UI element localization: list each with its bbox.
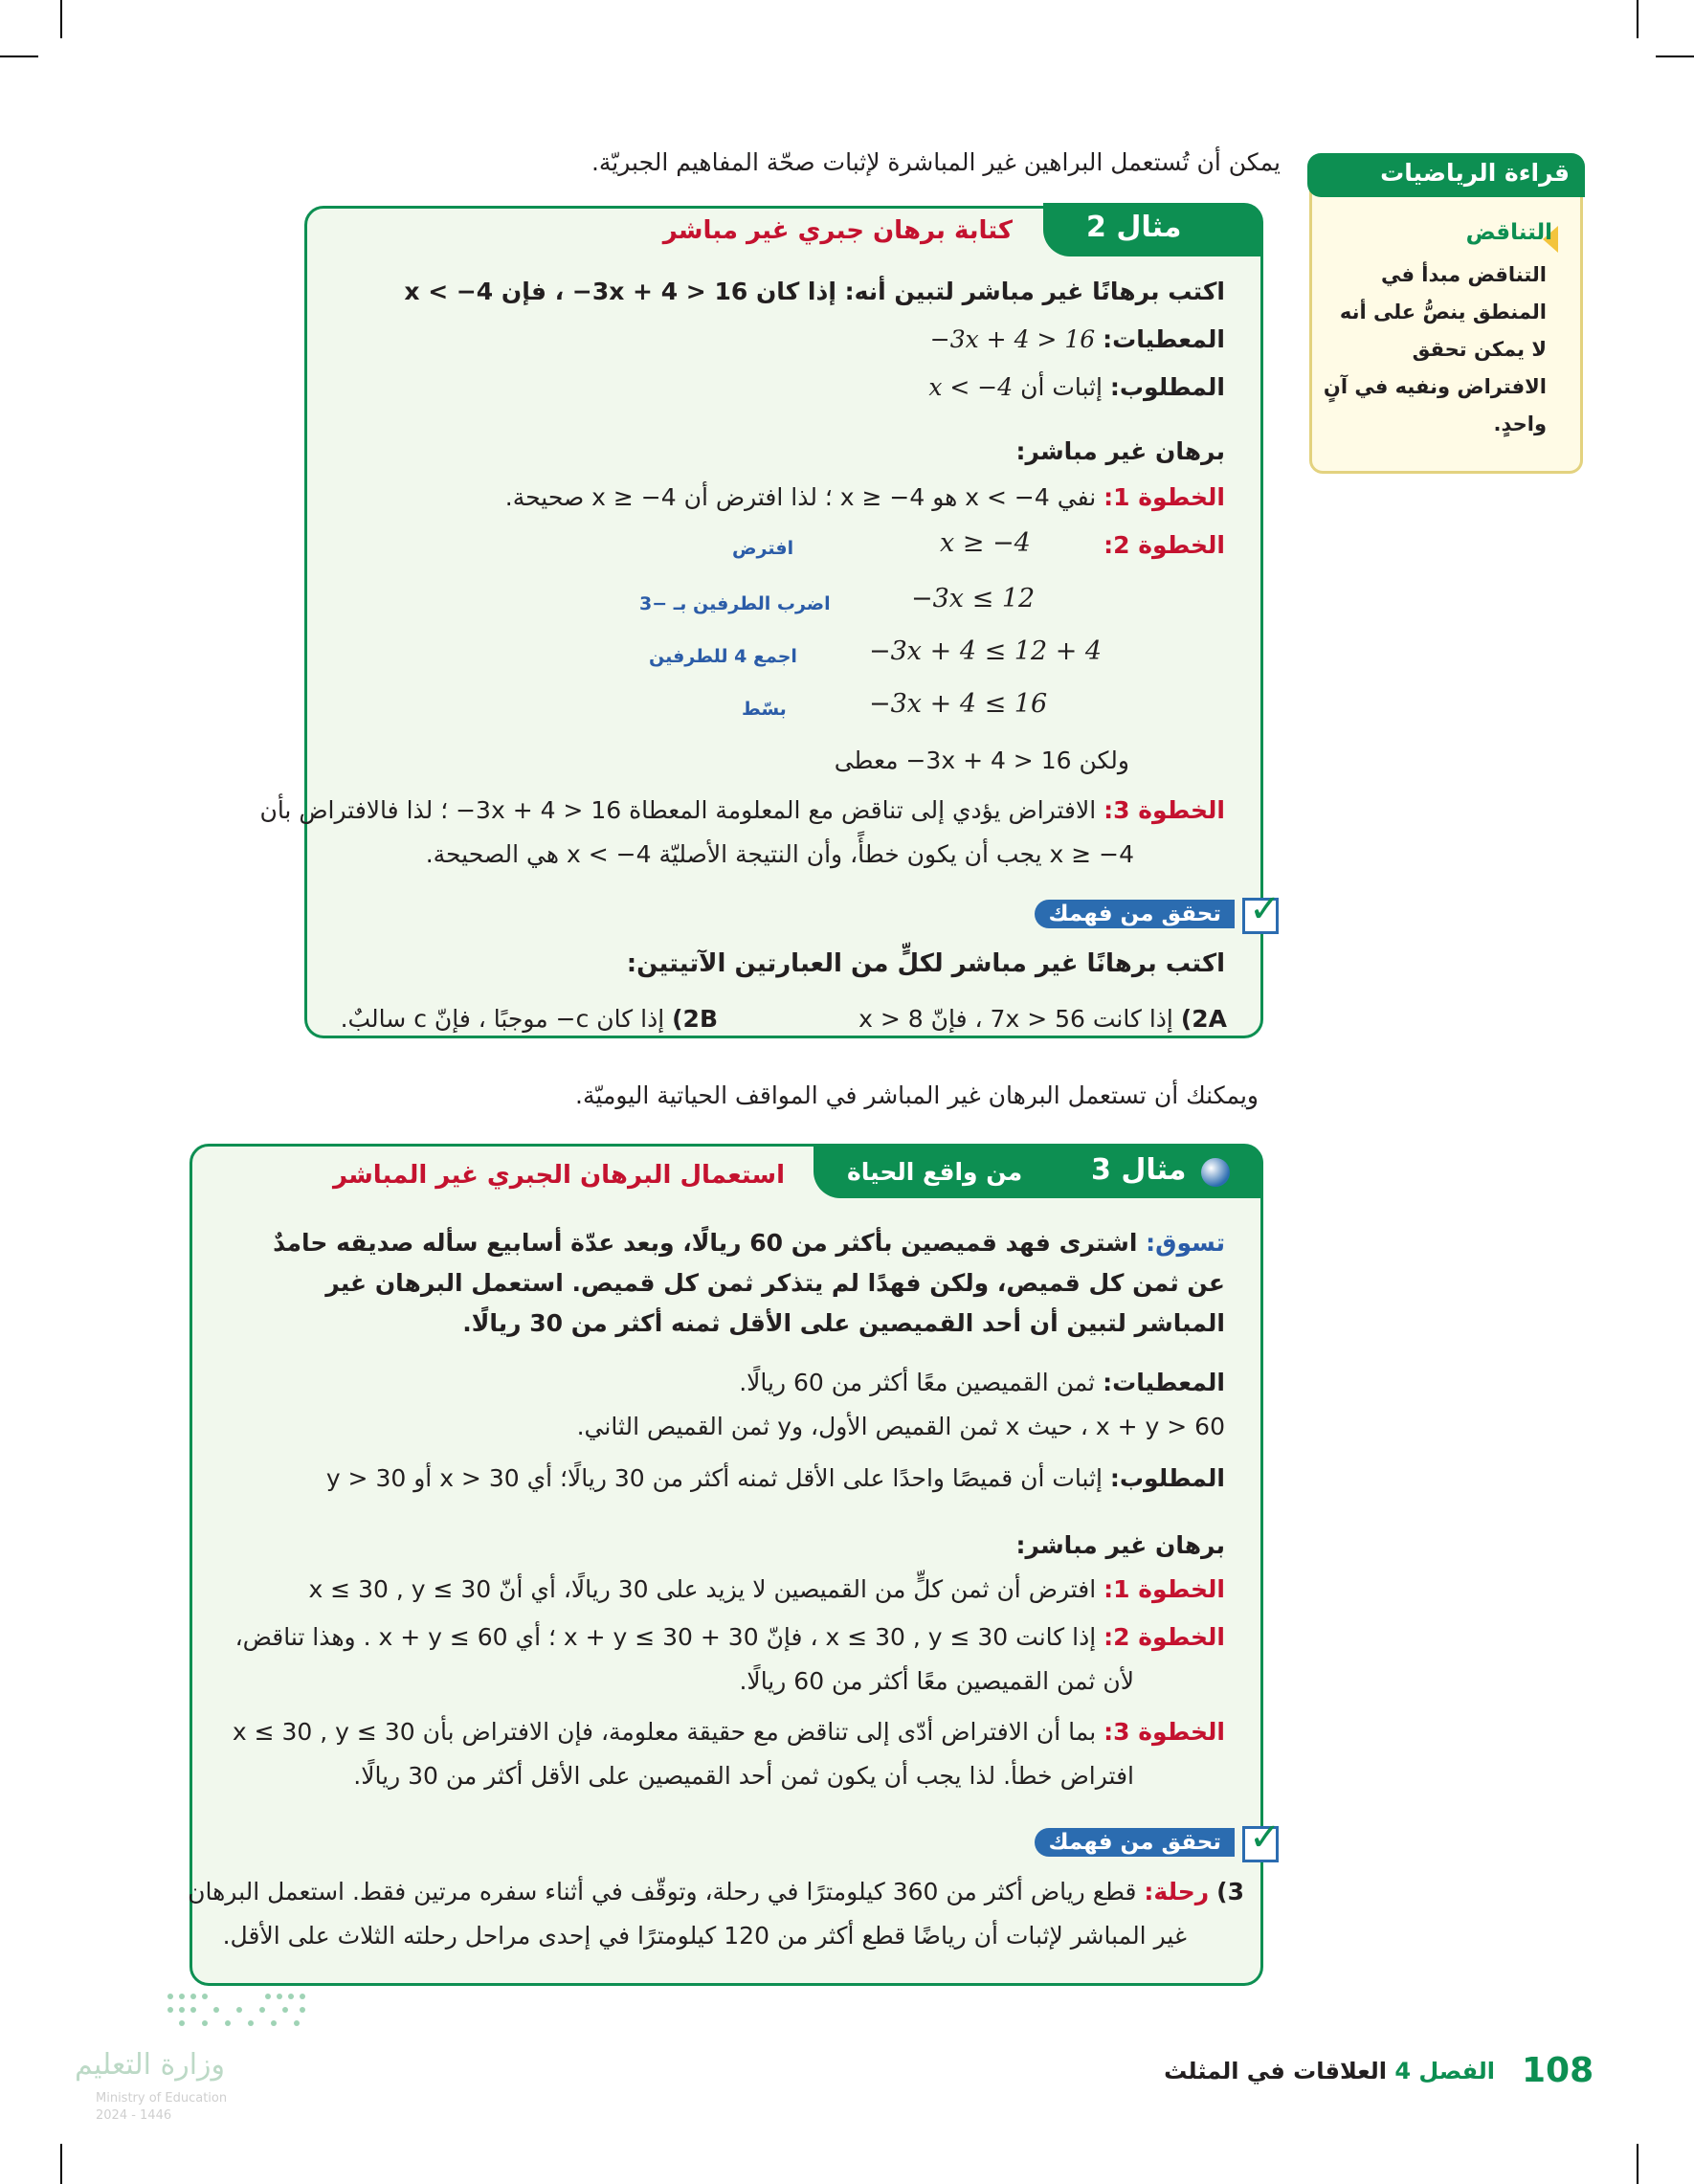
sidebar-term: التناقض [1465,220,1552,245]
crop-mark [1637,0,1638,38]
sidebar-header-text: قراءة الرياضيات [1380,159,1570,187]
proof-heading: برهان غير مباشر: [1015,1531,1225,1559]
step-1-label: الخطوة 1: [1103,483,1225,511]
prove-label: المطلوب: [1109,1464,1225,1492]
given-math: −3x + 4 > 16 [929,325,1096,353]
exercise-2B-number: 2B) [672,1005,718,1033]
example-2-given [930,325,1225,353]
sidebar-header [1307,153,1585,197]
example-2-badge: مثال 2 [1086,211,1182,244]
exercise-3-topic: رحلة: [1144,1878,1210,1905]
problem-text: اشترى فهد قميصين بأكثر من 60 ريالًا، وبعد عدّة أسابيع سأله صديقه حامدٌ عن ثمن كل قميص، ولكن فهدًا لم يتذكر ثمن كل قميص. استعمل البرهان غير المباشر لتبين أن أحد القميصين على الأقل ثمنه أكثر من 30 ريالًا. [273,1229,1225,1337]
exercise-3 [188,1878,1244,1905]
proof-reason: اضرب الطرفين بـ −3 [639,593,831,614]
chapter-label: الفصل 4 [1394,2058,1495,2084]
example-3-badge: مثال 3 [1091,1153,1187,1187]
prove-text: إثبات أن قميصًا واحدًا على الأقل ثمنه أكثر من 30 ريالًا؛ أي ‎x > 30‎ أو ‎y > 30‎ [325,1464,1103,1492]
step-2-label: الخطوة 2: [1103,531,1225,559]
crop-mark [60,0,62,38]
crop-mark [60,2144,62,2184]
given-label: المعطيات: [1103,1369,1225,1396]
check-icon: ✓ [1242,1826,1279,1862]
real-world-label: من واقع الحياة [847,1158,1023,1186]
proof-heading: برهان غير مباشر: [1015,437,1225,465]
proof-reason: بسّط [742,699,787,720]
step-1-text: افترض أن ثمن كلٍّ من القميصين لا يزيد على 30 ريالًا، أي أنّ ‎x ≤ 30 , y ≤ 30‎ [308,1575,1097,1603]
step-2-line-1: إذا كانت ‎x ≤ 30 , y ≤ 30‎ ، فإنّ ‎x + y ≤ 30 + 30‎ ؛ أي ‎x + y ≤ 60‎ . وهذا تناقض، [234,1623,1097,1651]
intro-text-1: يمكن أن تُستعمل البراهين غير المباشرة لإثبات صحّة المفاهيم الجبريّة. [591,148,1281,176]
proof-equation: −3x ≤ 12 [911,584,1036,613]
chapter-title: العلاقات في المثلث [1164,2058,1387,2084]
ministry-name-arabic: وزارة التعليم [75,2048,226,2082]
check-understanding-title: تحقق من فهمك [1035,1828,1235,1857]
example-3-title: استعمال البرهان الجبري غير المباشر [333,1161,785,1190]
exercise-2A-text: إذا كانت ‎7x > 56‎ ، فإنّ ‎x > 8‎ [858,1005,1173,1033]
globe-icon [1201,1158,1230,1187]
example-3-problem [230,1223,1225,1344]
step-3-line-1: الافتراض يؤدي إلى تناقض مع المعلومة المعطاة ‎−3x + 4 > 16‎ ؛ لذا فالافتراض بأن [259,796,1097,824]
sidebar-body: التناقض مبدأ في المنطق ينصُّ على أنه لا يمكن تحقق الافتراض ونفيه في آنٍ واحدٍ. [1323,263,1547,435]
step-1 [505,483,1225,511]
given-label: المعطيات: [1103,325,1225,353]
example-2-prove [928,373,1225,401]
proof-reason: افترض [732,538,794,559]
page-number: 108 [1522,2051,1594,2090]
step-2 [235,1623,1225,1651]
problem-topic: تسوق: [1146,1229,1225,1257]
step-2-label-line [1103,531,1225,559]
step-1 [308,1575,1225,1603]
step-1-label: الخطوة 1: [1103,1575,1225,1603]
example-3-given-math: x + y > 60 ، حيث x ثمن القميص الأول، وy ثمن القميص الثاني. [576,1413,1225,1440]
exercise-3-line-2: غير المباشر لإثبات أن رياضًا قطع أكثر من 120 كيلومترًا في إحدى مراحل رحلته الثلاث على الأقل. [222,1922,1187,1950]
prove-math: x < −4 [928,373,1014,401]
step-3-line-1: بما أن الافتراض أدّى إلى تناقض مع حقيقة معلومة، فإن الافتراض بأن ‎x ≤ 30 , y ≤ 30‎ [232,1718,1097,1746]
ministry-name-english: Ministry of Education [96,2091,228,2106]
example-3-given [739,1369,1225,1396]
step-3-line-2: افتراض خطأ. لذا يجب أن يكون ثمن أحد القميصين على الأقل أكثر من 30 ريالًا. [353,1762,1134,1790]
proof-equation: −3x + 4 ≤ 16 [869,689,1048,719]
crop-mark [1637,2144,1638,2184]
exercise-3-number: 3) [1216,1878,1244,1905]
step-3 [259,796,1225,824]
exercise-2A-number: 2A) [1180,1005,1227,1033]
crop-mark [1656,56,1694,57]
step-3-label: الخطوة 3: [1103,1718,1225,1746]
example-2-prompt: اكتب برهانًا غير مباشر لتبين أنه: إذا كان ‎−3x + 4 > 16‎ ، فإن ‎x < −4‎ [404,278,1225,305]
given-text: ثمن القميصين معًا أكثر من 60 ريالًا. [739,1369,1096,1396]
step-3-line-2: ‎x ≥ −4‎ يجب أن يكون خطأً، وأن النتيجة الأصليّة ‎x < −4‎ هي الصحيحة. [425,840,1134,868]
example-2-title: كتابة برهان جبري غير مباشر [662,216,1013,245]
proof-equation: x ≥ −4 [940,528,1031,558]
step-3-label: الخطوة 3: [1103,796,1225,824]
step-2-line-2: لأن ثمن القميصين معًا أكثر من 60 ريالًا. [739,1667,1134,1695]
example-3-prove [326,1464,1225,1492]
exercise-3-line-1: قطع رياض أكثر من 360 كيلومترًا في رحلة، وتوقّف في أثناء سفره مرتين فقط. استعمل البرهان [188,1878,1137,1905]
but-given-line: ولكن ‎−3x + 4 > 16‎ معطى [834,747,1129,774]
step-3 [233,1718,1225,1746]
exercise-2A [858,1005,1227,1033]
exercise-2B [341,1005,718,1033]
prove-text: إثبات أن [1020,373,1103,401]
check-icon: ✓ [1242,898,1279,934]
step-1-text: نفي ‎x < −4‎ هو ‎x ≥ −4‎ ؛ لذا افترض أن ‎x ≥ −4‎ صحيحة. [504,483,1097,511]
intro-text-2: ويمكنك أن تستعمل البرهان غير المباشر في المواقف الحياتية اليوميّة. [575,1081,1259,1109]
ministry-logo-dots [163,1989,316,2035]
chapter-footer [1164,2058,1495,2084]
crop-mark [0,56,38,57]
step-2-label: الخطوة 2: [1103,1623,1225,1651]
check-understanding-title: تحقق من فهمك [1035,900,1235,928]
exercise-2B-text: إذا كان ‎−c‎ موجبًا ، فإنّ c سالبٌ. [340,1005,665,1033]
prove-label: المطلوب: [1109,373,1225,401]
ministry-year: 2024 - 1446 [96,2108,172,2123]
proof-equation: −3x + 4 ≤ 12 + 4 [869,636,1103,666]
proof-reason: اجمع 4 للطرفين [649,646,797,667]
check-2-prompt: اكتب برهانًا غير مباشر لكلٍّ من العبارتين الآتيتين: [626,949,1225,978]
